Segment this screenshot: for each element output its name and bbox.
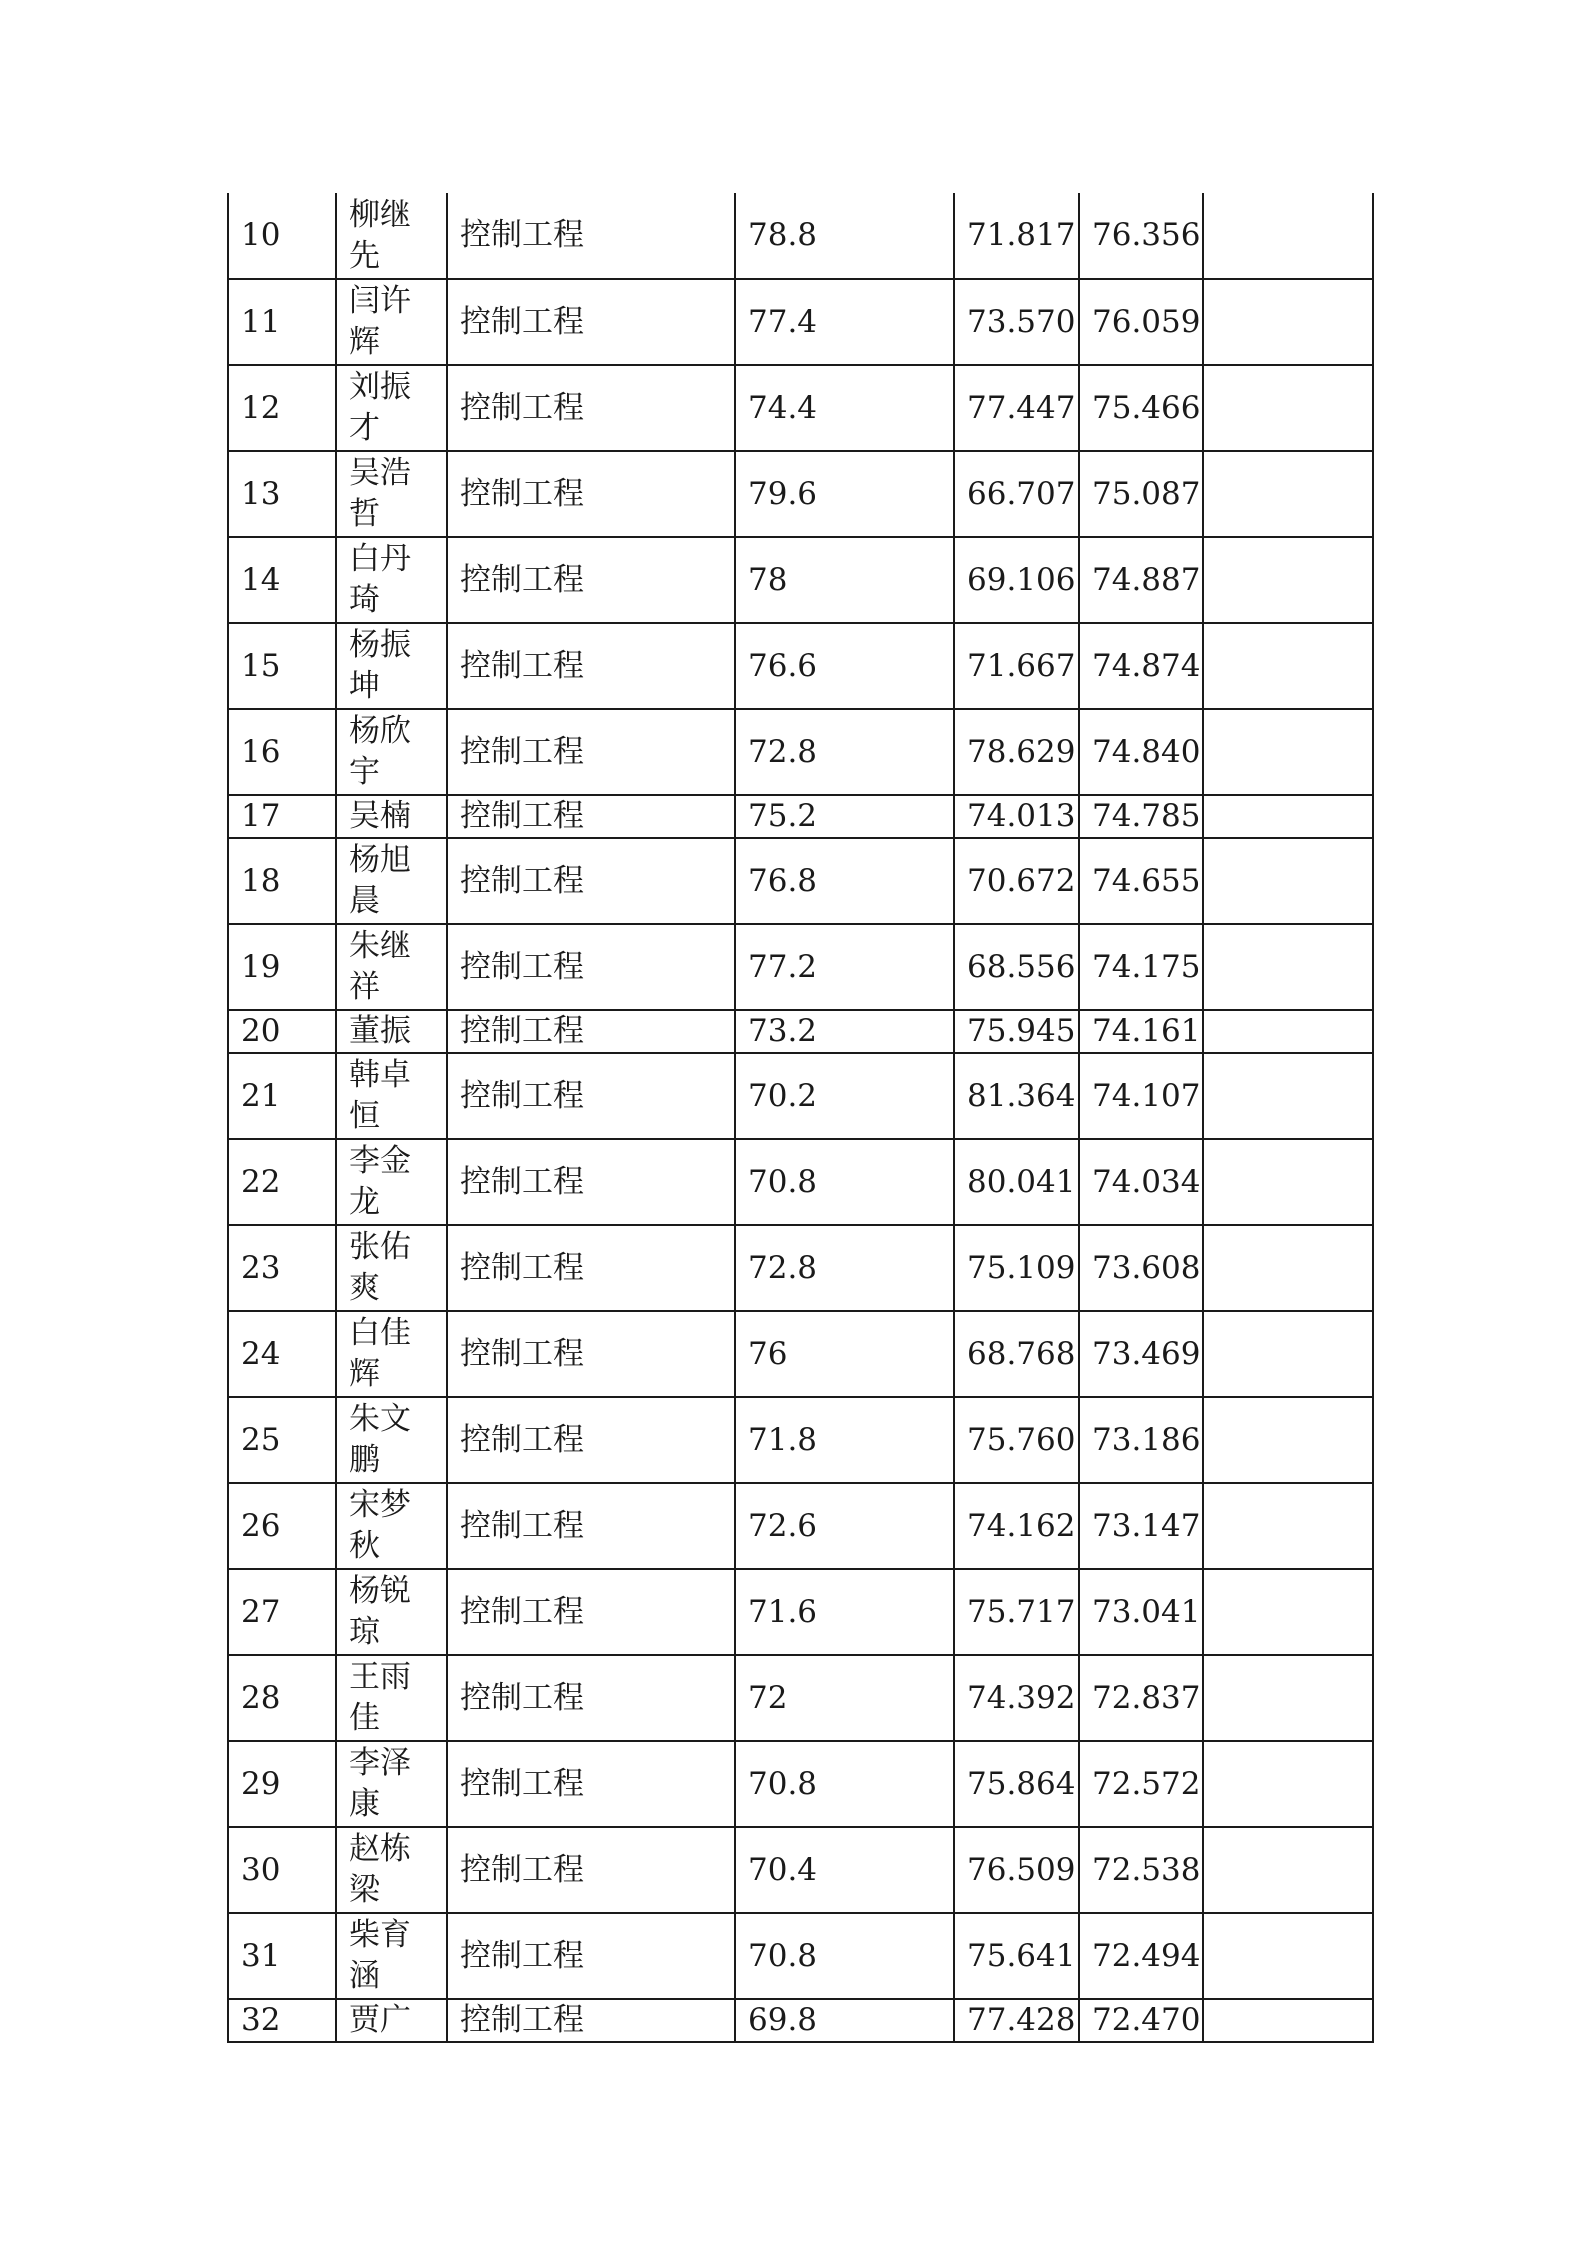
table-row <box>228 1225 1373 1311</box>
major-cell: 控制工程 <box>447 623 735 709</box>
total-score-cell: 74.034 <box>1079 1139 1203 1225</box>
score1-cell: 70.8 <box>735 1741 954 1827</box>
rank-cell: 25 <box>228 1397 336 1483</box>
major-cell: 控制工程 <box>447 1913 735 1999</box>
table-row <box>228 1999 1373 2042</box>
major-cell: 控制工程 <box>447 1999 735 2042</box>
note-cell <box>1203 365 1373 451</box>
total-score-cell: 72.494 <box>1079 1913 1203 1999</box>
name-cell: 董振 <box>336 1010 447 1053</box>
score1-cell: 78 <box>735 537 954 623</box>
score2-cell: 74.392 <box>954 1655 1079 1741</box>
table-row <box>228 1741 1373 1827</box>
score2-cell: 66.707 <box>954 451 1079 537</box>
score1-cell: 77.4 <box>735 279 954 365</box>
name-cell: 吴楠 <box>336 795 447 838</box>
name-cell: 张佑爽 <box>336 1225 447 1311</box>
table-row <box>228 1569 1373 1655</box>
name-cell: 吴浩哲 <box>336 451 447 537</box>
name-cell: 杨振坤 <box>336 623 447 709</box>
total-score-cell: 74.107 <box>1079 1053 1203 1139</box>
note-cell <box>1203 709 1373 795</box>
major-cell: 控制工程 <box>447 1053 735 1139</box>
score1-cell: 76 <box>735 1311 954 1397</box>
rank-cell: 14 <box>228 537 336 623</box>
major-cell: 控制工程 <box>447 451 735 537</box>
name-cell: 李泽康 <box>336 1741 447 1827</box>
table-row <box>228 1139 1373 1225</box>
total-score-cell: 74.655 <box>1079 838 1203 924</box>
name-cell: 杨旭晨 <box>336 838 447 924</box>
score2-cell: 68.556 <box>954 924 1079 1010</box>
rank-cell: 16 <box>228 709 336 795</box>
total-score-cell: 73.608 <box>1079 1225 1203 1311</box>
score1-cell: 78.8 <box>735 193 954 279</box>
major-cell: 控制工程 <box>447 1225 735 1311</box>
total-score-cell: 74.887 <box>1079 537 1203 623</box>
note-cell <box>1203 1483 1373 1569</box>
note-cell <box>1203 1999 1373 2042</box>
major-cell: 控制工程 <box>447 1010 735 1053</box>
total-score-cell: 74.161 <box>1079 1010 1203 1053</box>
rank-cell: 10 <box>228 193 336 279</box>
name-cell: 刘振才 <box>336 365 447 451</box>
total-score-cell: 72.572 <box>1079 1741 1203 1827</box>
note-cell <box>1203 451 1373 537</box>
major-cell: 控制工程 <box>447 1655 735 1741</box>
score1-cell: 72.8 <box>735 709 954 795</box>
rank-cell: 17 <box>228 795 336 838</box>
name-cell: 李金龙 <box>336 1139 447 1225</box>
name-cell: 王雨佳 <box>336 1655 447 1741</box>
name-cell: 宋梦秋 <box>336 1483 447 1569</box>
major-cell: 控制工程 <box>447 193 735 279</box>
table-row <box>228 1655 1373 1741</box>
total-score-cell: 76.059 <box>1079 279 1203 365</box>
note-cell <box>1203 1225 1373 1311</box>
table-row <box>228 1053 1373 1139</box>
major-cell: 控制工程 <box>447 1569 735 1655</box>
table-row <box>228 1010 1373 1053</box>
score1-cell: 76.8 <box>735 838 954 924</box>
table-row <box>228 924 1373 1010</box>
table-row <box>228 709 1373 795</box>
table-row <box>228 1483 1373 1569</box>
score1-cell: 74.4 <box>735 365 954 451</box>
note-cell <box>1203 1569 1373 1655</box>
score2-cell: 75.864 <box>954 1741 1079 1827</box>
major-cell: 控制工程 <box>447 709 735 795</box>
score2-cell: 75.109 <box>954 1225 1079 1311</box>
major-cell: 控制工程 <box>447 1483 735 1569</box>
name-cell: 韩卓恒 <box>336 1053 447 1139</box>
score2-cell: 70.672 <box>954 838 1079 924</box>
major-cell: 控制工程 <box>447 1827 735 1913</box>
table-row <box>228 193 1373 279</box>
score2-cell: 81.364 <box>954 1053 1079 1139</box>
note-cell <box>1203 924 1373 1010</box>
score2-cell: 68.768 <box>954 1311 1079 1397</box>
total-score-cell: 75.087 <box>1079 451 1203 537</box>
score2-cell: 74.013 <box>954 795 1079 838</box>
rank-cell: 12 <box>228 365 336 451</box>
score1-cell: 79.6 <box>735 451 954 537</box>
note-cell <box>1203 193 1373 279</box>
rank-cell: 21 <box>228 1053 336 1139</box>
score2-cell: 73.570 <box>954 279 1079 365</box>
score1-cell: 70.4 <box>735 1827 954 1913</box>
table-row <box>228 1397 1373 1483</box>
name-cell: 杨锐琼 <box>336 1569 447 1655</box>
table-body <box>228 193 1373 2042</box>
score1-cell: 69.8 <box>735 1999 954 2042</box>
note-cell <box>1203 1139 1373 1225</box>
score1-cell: 70.8 <box>735 1913 954 1999</box>
score2-cell: 80.041 <box>954 1139 1079 1225</box>
note-cell <box>1203 537 1373 623</box>
table-row <box>228 537 1373 623</box>
score1-cell: 72 <box>735 1655 954 1741</box>
rank-cell: 15 <box>228 623 336 709</box>
table-row <box>228 279 1373 365</box>
note-cell <box>1203 1053 1373 1139</box>
total-score-cell: 72.837 <box>1079 1655 1203 1741</box>
table-row <box>228 451 1373 537</box>
rank-cell: 18 <box>228 838 336 924</box>
major-cell: 控制工程 <box>447 795 735 838</box>
score2-cell: 75.717 <box>954 1569 1079 1655</box>
table-row <box>228 1827 1373 1913</box>
score1-cell: 70.2 <box>735 1053 954 1139</box>
score2-cell: 71.817 <box>954 193 1079 279</box>
total-score-cell: 73.469 <box>1079 1311 1203 1397</box>
total-score-cell: 73.147 <box>1079 1483 1203 1569</box>
rank-cell: 31 <box>228 1913 336 1999</box>
note-cell <box>1203 1655 1373 1741</box>
major-cell: 控制工程 <box>447 924 735 1010</box>
table-row <box>228 795 1373 838</box>
major-cell: 控制工程 <box>447 279 735 365</box>
score1-cell: 71.8 <box>735 1397 954 1483</box>
total-score-cell: 74.175 <box>1079 924 1203 1010</box>
rank-cell: 28 <box>228 1655 336 1741</box>
name-cell: 赵栋梁 <box>336 1827 447 1913</box>
major-cell: 控制工程 <box>447 1741 735 1827</box>
score2-cell: 75.760 <box>954 1397 1079 1483</box>
score2-cell: 74.162 <box>954 1483 1079 1569</box>
score2-cell: 77.428 <box>954 1999 1079 2042</box>
name-cell: 柳继先 <box>336 193 447 279</box>
rank-cell: 29 <box>228 1741 336 1827</box>
note-cell <box>1203 795 1373 838</box>
total-score-cell: 75.466 <box>1079 365 1203 451</box>
rank-cell: 24 <box>228 1311 336 1397</box>
table-row <box>228 365 1373 451</box>
rank-cell: 11 <box>228 279 336 365</box>
table-row <box>228 1311 1373 1397</box>
score2-cell: 71.667 <box>954 623 1079 709</box>
note-cell <box>1203 1827 1373 1913</box>
rank-cell: 13 <box>228 451 336 537</box>
score1-cell: 72.6 <box>735 1483 954 1569</box>
score1-cell: 77.2 <box>735 924 954 1010</box>
score2-cell: 78.629 <box>954 709 1079 795</box>
rank-cell: 19 <box>228 924 336 1010</box>
major-cell: 控制工程 <box>447 365 735 451</box>
note-cell <box>1203 1010 1373 1053</box>
major-cell: 控制工程 <box>447 1311 735 1397</box>
total-score-cell: 72.470 <box>1079 1999 1203 2042</box>
total-score-cell: 73.041 <box>1079 1569 1203 1655</box>
table-row <box>228 623 1373 709</box>
score-table <box>227 193 1374 2043</box>
name-cell: 朱文鹏 <box>336 1397 447 1483</box>
score1-cell: 72.8 <box>735 1225 954 1311</box>
name-cell: 朱继祥 <box>336 924 447 1010</box>
total-score-cell: 74.874 <box>1079 623 1203 709</box>
score2-cell: 77.447 <box>954 365 1079 451</box>
note-cell <box>1203 1913 1373 1999</box>
major-cell: 控制工程 <box>447 838 735 924</box>
rank-cell: 32 <box>228 1999 336 2042</box>
total-score-cell: 74.840 <box>1079 709 1203 795</box>
name-cell: 贾广 <box>336 1999 447 2042</box>
note-cell <box>1203 623 1373 709</box>
rank-cell: 20 <box>228 1010 336 1053</box>
major-cell: 控制工程 <box>447 1139 735 1225</box>
name-cell: 闫许辉 <box>336 279 447 365</box>
major-cell: 控制工程 <box>447 1397 735 1483</box>
total-score-cell: 72.538 <box>1079 1827 1203 1913</box>
rank-cell: 26 <box>228 1483 336 1569</box>
score1-cell: 75.2 <box>735 795 954 838</box>
total-score-cell: 74.785 <box>1079 795 1203 838</box>
score2-cell: 69.106 <box>954 537 1079 623</box>
total-score-cell: 73.186 <box>1079 1397 1203 1483</box>
score1-cell: 70.8 <box>735 1139 954 1225</box>
score1-cell: 71.6 <box>735 1569 954 1655</box>
score1-cell: 76.6 <box>735 623 954 709</box>
rank-cell: 30 <box>228 1827 336 1913</box>
table-row <box>228 1913 1373 1999</box>
score2-cell: 75.945 <box>954 1010 1079 1053</box>
rank-cell: 27 <box>228 1569 336 1655</box>
score1-cell: 73.2 <box>735 1010 954 1053</box>
note-cell <box>1203 1311 1373 1397</box>
note-cell <box>1203 1397 1373 1483</box>
rank-cell: 22 <box>228 1139 336 1225</box>
note-cell <box>1203 1741 1373 1827</box>
name-cell: 柴育涵 <box>336 1913 447 1999</box>
major-cell: 控制工程 <box>447 537 735 623</box>
rank-cell: 23 <box>228 1225 336 1311</box>
note-cell <box>1203 838 1373 924</box>
name-cell: 白丹琦 <box>336 537 447 623</box>
score2-cell: 75.641 <box>954 1913 1079 1999</box>
total-score-cell: 76.356 <box>1079 193 1203 279</box>
name-cell: 白佳辉 <box>336 1311 447 1397</box>
score2-cell: 76.509 <box>954 1827 1079 1913</box>
name-cell: 杨欣宇 <box>336 709 447 795</box>
table-row <box>228 838 1373 924</box>
note-cell <box>1203 279 1373 365</box>
